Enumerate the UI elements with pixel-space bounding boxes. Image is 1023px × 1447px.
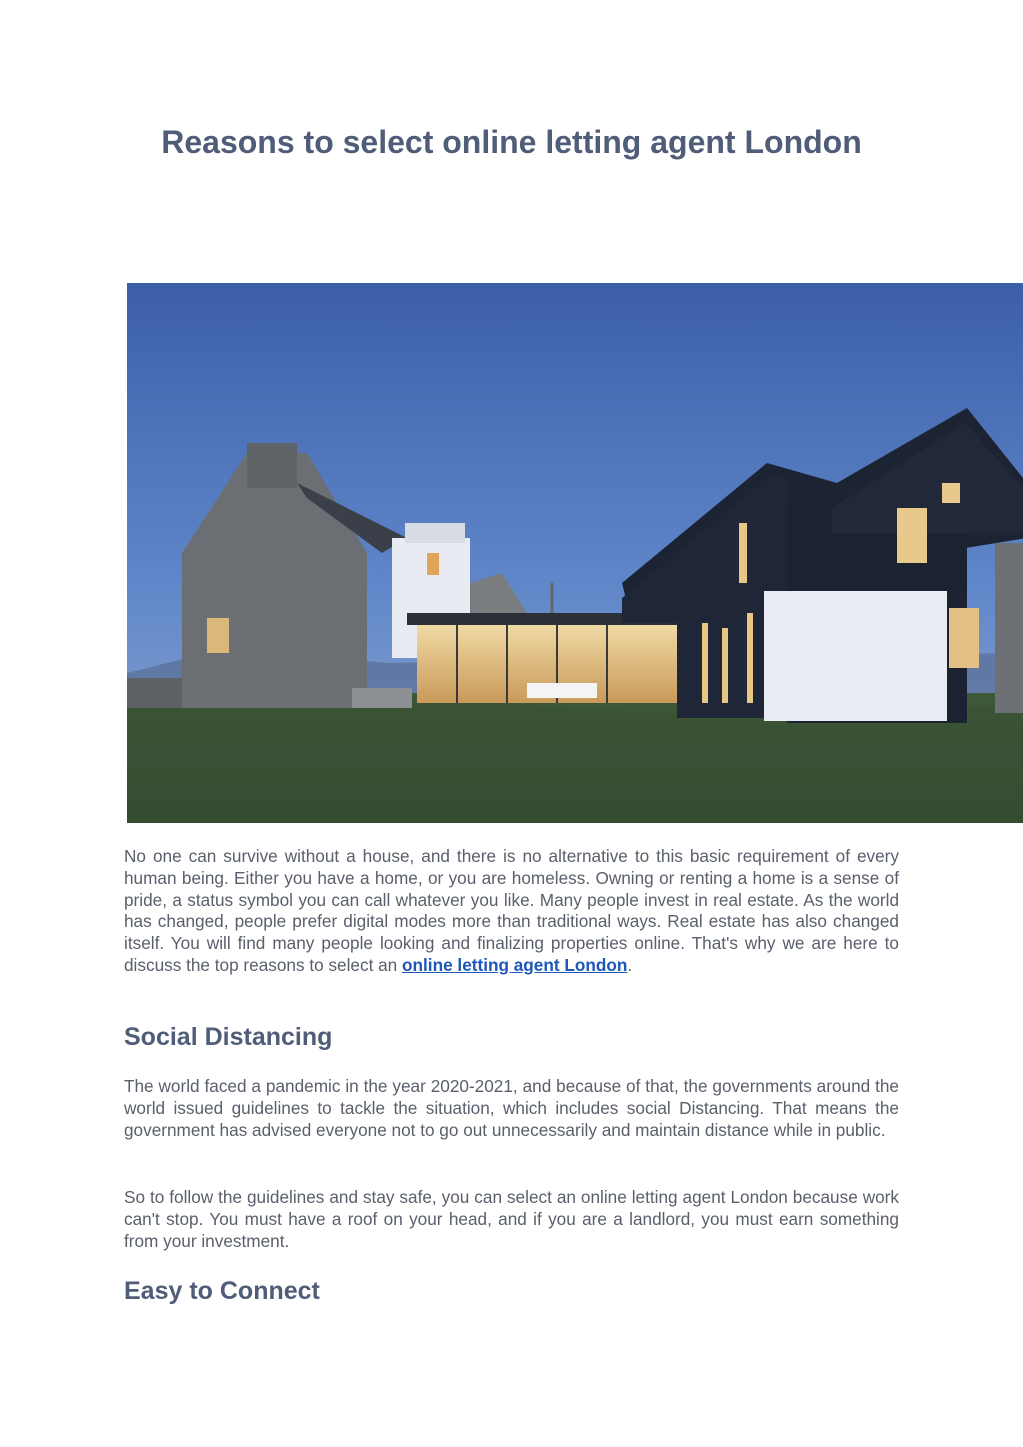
intro-text-end: .	[627, 954, 633, 975]
section-heading-easy-to-connect: Easy to Connect	[124, 1277, 320, 1305]
house-illustration	[127, 283, 1023, 823]
intro-paragraph	[124, 846, 899, 977]
online-letting-agent-link[interactable]: online letting agent London	[402, 954, 628, 975]
section-heading-social-distancing: Social Distancing	[124, 1023, 333, 1051]
intro-text: No one can survive without a house, and there is no alternative to this basic requirement of every human being. Either you have a home, or you are homeless. Owning or renting a home is a sense of pride, a status symbol you can call whatever you like. Many people invest in real estate. As the world has changed, people prefer digital modes more than traditional ways. Real estate has also changed itself. You will find many people looking and finalizing properties online. That's why we are here to discuss the top reasons to select an	[124, 846, 899, 975]
page-title: Reasons to select online letting agent London	[161, 124, 862, 160]
social-distancing-paragraph-1: The world faced a pandemic in the year 2020-2021, and because of that, the governments around the world issued guidelines to tackle the situation, which includes social Distancing. That means the government has advised everyone not to go out unnecessarily and maintain distance while in public.	[124, 1076, 899, 1140]
social-distancing-paragraph-2: So to follow the guidelines and stay safe, you can select an online letting agent London because work can't stop. You must have a roof on your head, and if you are a landlord, you must earn something from your investment.	[124, 1187, 899, 1251]
hero-house-photo	[127, 283, 1023, 823]
